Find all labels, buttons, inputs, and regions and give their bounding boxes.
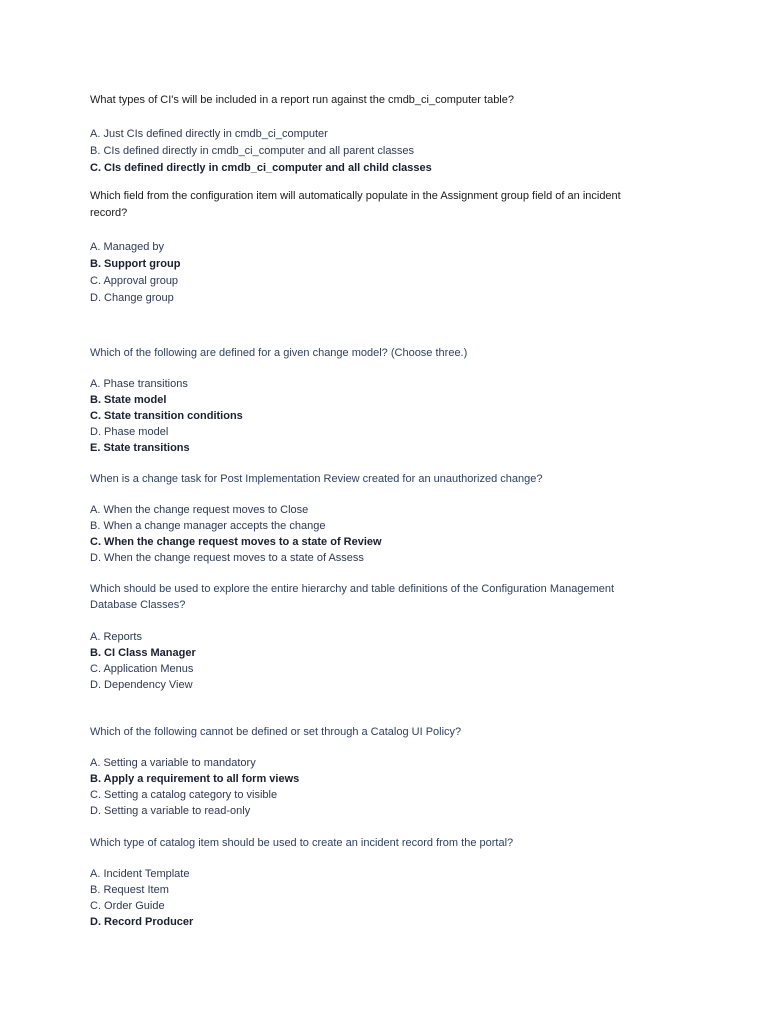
answer-options-2 (90, 239, 690, 307)
question-block-1 (90, 92, 690, 108)
option-c: C. Order Guide (90, 900, 165, 912)
question-block-7 (90, 835, 690, 851)
answer-options-1 (90, 126, 690, 177)
answer-options-6 (90, 755, 690, 819)
question-block-6 (90, 724, 690, 740)
option-d: D. Phase model (90, 426, 169, 438)
option-d: D. When the change request moves to a state of Assess (90, 552, 364, 564)
question-text: When is a change task for Post Implementation Review created for an unauthorized change? (90, 473, 543, 485)
question-block-2 (90, 188, 690, 222)
question-block-5 (90, 581, 690, 613)
question-text: Which field from the configuration item will automatically populate in the Assignment group field of an incident (90, 190, 621, 202)
question-text: Which type of catalog item should be used to create an incident record from the portal? (90, 837, 514, 849)
question-block-3 (90, 345, 690, 361)
answer-options-7 (90, 866, 690, 930)
option-c-correct: C. CIs defined directly in cmdb_ci_computer and all child classes (90, 162, 432, 174)
option-a: A. Setting a variable to mandatory (90, 757, 256, 769)
option-b: B. When a change manager accepts the change (90, 520, 326, 532)
question-block-4 (90, 471, 690, 487)
option-d: D. Change group (90, 292, 174, 304)
option-c-correct: C. State transition conditions (90, 410, 243, 422)
option-b-correct: B. Support group (90, 258, 181, 270)
option-b-correct: B. CI Class Manager (90, 647, 196, 659)
question-text: Which of the following are defined for a given change model? (Choose three.) (90, 347, 468, 359)
answer-options-4 (90, 502, 690, 566)
option-d: D. Dependency View (90, 679, 193, 691)
answer-options-5 (90, 629, 690, 694)
option-d-correct: D. Record Producer (90, 916, 194, 928)
answer-options-3 (90, 376, 690, 456)
option-b: B. CIs defined directly in cmdb_ci_computer and all parent classes (90, 145, 415, 157)
option-a: A. Reports (90, 631, 142, 643)
question-text: Which should be used to explore the entire hierarchy and table definitions of the Configuration Management (90, 583, 615, 595)
question-text: What types of CI's will be included in a report run against the cmdb_ci_computer table? (90, 94, 514, 106)
question-text-continued: Database Classes? (90, 599, 186, 611)
option-c-correct: C. When the change request moves to a state of Review (90, 536, 382, 548)
option-d: D. Setting a variable to read-only (90, 805, 251, 817)
option-a: A. Incident Template (90, 868, 190, 880)
option-b-correct: B. Apply a requirement to all form views (90, 773, 300, 785)
option-c: C. Application Menus (90, 663, 194, 675)
option-a: A. Just CIs defined directly in cmdb_ci_computer (90, 128, 328, 140)
option-c: C. Approval group (90, 275, 179, 287)
option-a: A. Managed by (90, 241, 164, 253)
option-b-correct: B. State model (90, 394, 167, 406)
option-c: C. Setting a catalog category to visible (90, 789, 278, 801)
question-text-continued: record? (90, 207, 128, 219)
option-a: A. Phase transitions (90, 378, 188, 390)
option-e-correct: E. State transitions (90, 442, 190, 454)
question-text: Which of the following cannot be defined or set through a Catalog UI Policy? (90, 726, 462, 738)
option-b: B. Request Item (90, 884, 169, 896)
option-a: A. When the change request moves to Close (90, 504, 309, 516)
